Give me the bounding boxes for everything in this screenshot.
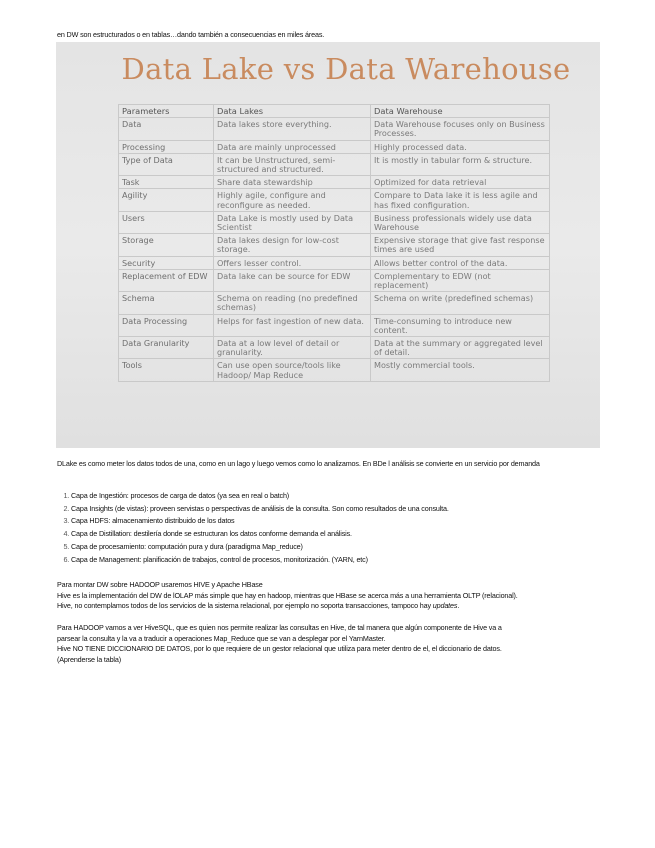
table-row	[119, 269, 550, 291]
data-warehouse-cell: Time-consuming to introduce new content.	[371, 314, 550, 336]
data-lakes-cell: Data lakes store everything.	[214, 118, 371, 140]
header-data-warehouse: Data Warehouse	[371, 105, 550, 118]
data-warehouse-cell: Data Warehouse focuses only on Business Processes.	[371, 118, 550, 140]
layers-list	[62, 490, 449, 566]
data-warehouse-cell: Optimized for data retrieval	[371, 176, 550, 189]
data-lakes-cell: It can be Unstructured, semi-structured and structured.	[214, 153, 371, 175]
table-row	[119, 176, 550, 189]
data-warehouse-cell: Complementary to EDW (not replacement)	[371, 269, 550, 291]
list-item: 5. Capa de procesamiento: computación pura y dura (paradigma Map_reduce)	[71, 541, 449, 554]
parameter-cell: Agility	[119, 189, 214, 211]
list-item: 2. Capa Insights (de vistas): proveen servistas o perspectivas de análisis de la consulta. Son como resultados de una consulta.	[71, 503, 449, 516]
table-row	[119, 292, 550, 314]
comparison-table	[118, 104, 550, 382]
data-lakes-cell: Data Lake is mostly used by Data Scientist	[214, 211, 371, 233]
parameter-cell: Schema	[119, 292, 214, 314]
list-item: 1. Capa de Ingestión: procesos de carga de datos (ya sea en real o batch)	[71, 490, 449, 503]
header-parameters: Parameters	[119, 105, 214, 118]
paragraph-line: Hive es la implementación del DW de lOLAP más simple que hay en hadoop, mientras que HBase se acerca más a una herramienta OLTP (relacional).	[57, 590, 518, 600]
line-text: .	[457, 601, 460, 610]
paragraph-data-lake: DLake es como meter los datos todos de una, como en un lago y luego vemos como lo analizamos. En BDe l análisis se convierte en un servicio por demanda	[57, 459, 540, 468]
list-item: 4. Capa de Distillation: destilería donde se estructuran los datos conforme demanda el análisis.	[71, 528, 449, 541]
data-lakes-cell: Can use open source/tools like Hadoop/ Map Reduce	[214, 359, 371, 381]
slide-title: Data Lake vs Data Warehouse	[121, 52, 571, 86]
table-row	[119, 359, 550, 381]
updates-emphasis: updates	[432, 601, 458, 610]
data-lakes-cell: Share data stewardship	[214, 176, 371, 189]
parameter-cell: Replacement of EDW	[119, 269, 214, 291]
paragraph-hivesql	[57, 623, 602, 665]
data-lakes-cell: Schema on reading (no predefined schemas)	[214, 292, 371, 314]
line-text: Hive, no contemplamos todos de los servicios de la sistema relacional, por ejemplo no soporta transacciones, tampoco hay	[57, 601, 433, 610]
data-lakes-cell: Offers lesser control.	[214, 256, 371, 269]
paragraph-line: Hive NO TIENE DICCIONARIO DE DATOS, por lo que requiere de un gestor relacional que utiliza para meter dentro de el, el diccionario de datos.	[57, 644, 502, 653]
parameter-cell: Data Processing	[119, 314, 214, 336]
parameter-cell: Processing	[119, 140, 214, 153]
data-warehouse-cell: Allows better control of the data.	[371, 256, 550, 269]
table-header-row	[119, 105, 550, 118]
data-lakes-cell: Data are mainly unprocessed	[214, 140, 371, 153]
data-warehouse-cell: Schema on write (predefined schemas)	[371, 292, 550, 314]
intro-text: en DW son estructurados o en tablas…dando también a consecuencias en miles áreas.	[57, 30, 325, 39]
table-row	[119, 256, 550, 269]
parameter-cell: Users	[119, 211, 214, 233]
parameter-cell: Tools	[119, 359, 214, 381]
table-row	[119, 189, 550, 211]
data-warehouse-cell: It is mostly in tabular form & structure.	[371, 153, 550, 175]
parameter-cell: Data	[119, 118, 214, 140]
data-warehouse-cell: Expensive storage that give fast response times are used	[371, 234, 550, 256]
slide-photo	[56, 42, 600, 448]
parameter-cell: Security	[119, 256, 214, 269]
data-warehouse-cell: Mostly commercial tools.	[371, 359, 550, 381]
header-data-lakes: Data Lakes	[214, 105, 371, 118]
parameter-cell: Data Granularity	[119, 337, 214, 359]
parameter-cell: Storage	[119, 234, 214, 256]
list-item: 6. Capa de Management: planificación de trabajos, control de procesos, monitorización. (YARN, etc)	[71, 554, 449, 567]
table-row	[119, 234, 550, 256]
table-row	[119, 337, 550, 359]
list-item: 3. Capa HDFS: almacenamiento distribuido de los datos	[71, 515, 449, 528]
table-row	[119, 118, 550, 140]
paragraph-line: Para montar DW sobre HADOOP usaremos HIVE y Apache HBase	[57, 580, 263, 589]
parameter-cell: Type of Data	[119, 153, 214, 175]
data-lakes-cell: Data at a low level of detail or granularity.	[214, 337, 371, 359]
table-row	[119, 153, 550, 175]
data-warehouse-cell: Data at the summary or aggregated level of detail.	[371, 337, 550, 359]
data-lakes-cell: Data lake can be source for EDW	[214, 269, 371, 291]
data-warehouse-cell: Compare to Data lake it is less agile and has fixed configuration.	[371, 189, 550, 211]
table-row	[119, 211, 550, 233]
data-lakes-cell: Data lakes design for low-cost storage.	[214, 234, 371, 256]
parameter-cell: Task	[119, 176, 214, 189]
paragraph-line: parsear la consulta y la va a traducir a operaciones Map_Reduce que se van a desplegar por el YarnMaster.	[57, 633, 386, 643]
comparison-table-body	[119, 118, 550, 382]
data-lakes-cell: Helps for fast ingestion of new data.	[214, 314, 371, 336]
paragraph-line: (Aprenderse la tabla)	[57, 654, 121, 664]
table-row	[119, 140, 550, 153]
data-warehouse-cell: Highly processed data.	[371, 140, 550, 153]
paragraph-hadoop-dw	[57, 580, 602, 612]
paragraph-line	[57, 601, 602, 612]
data-warehouse-cell: Business professionals widely use data Warehouse	[371, 211, 550, 233]
data-lakes-cell: Highly agile, configure and reconfigure as needed.	[214, 189, 371, 211]
paragraph-line: Para HADOOP vamos a ver HiveSQL, que es quien nos permite realizar las consultas en Hive, de tal manera que algún componente de Hive va a	[57, 623, 502, 632]
table-row	[119, 314, 550, 336]
